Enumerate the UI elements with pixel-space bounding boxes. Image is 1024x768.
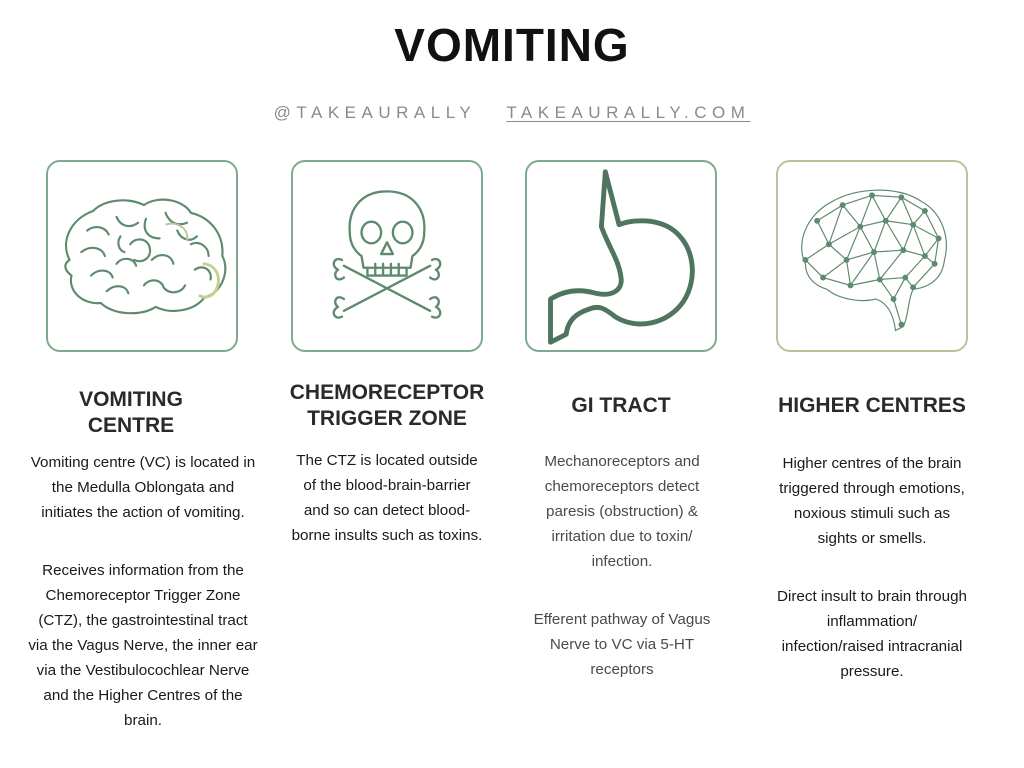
heading-vomiting-centre: VOMITING CENTRE [79,388,183,437]
website-link[interactable]: TAKEAURALLY.COM [506,103,751,122]
page-title: VOMITING [394,19,630,71]
text-vomiting-centre-location: Vomiting centre (VC) is located in the Medulla Oblongata and initiates the action of vomiting. [30,454,256,521]
icon-box-gi-tract [525,160,717,352]
section-higher-centres [776,160,1016,760]
section-gi-tract [525,160,765,760]
section-ctz [291,160,531,760]
icon-box-vomiting-centre [46,160,238,352]
text-gi-tract-efferent: Efferent pathway of Vagus Nerve to VC via 5-HT receptors [533,611,711,678]
text-ctz-description: The CTZ is located outside of the blood-brain-barrier and so can detect blood-borne insults such as toxins. [291,452,483,544]
network-brain-icon [778,162,966,350]
section-vomiting-centre [28,160,286,760]
text-vomiting-centre-inputs: Receives information from the Chemoreceptor Trigger Zone (CTZ), the gastrointestinal tract via the Vagus Nerve, the inner ear via the Vestibulocochlear Nerve and the Higher Centres of the brain. [28,562,258,729]
text-gi-tract-receptors: Mechanoreceptors and chemoreceptors detect paresis (obstruction) & irritation due to toxin/ infection. [544,453,700,570]
stomach-icon [527,162,715,350]
skull-crossbones-icon [293,162,481,350]
icon-box-higher-centres [776,160,968,352]
heading-ctz: CHEMORECEPTOR TRIGGER ZONE [289,381,485,430]
brain-icon [48,162,236,350]
heading-higher-centres: HIGHER CENTRES [778,394,966,417]
text-higher-centres-insult: Direct insult to brain through inflammation/ infection/raised intracranial pressure. [777,588,967,680]
heading-gi-tract: GI TRACT [571,394,671,417]
icon-box-ctz [291,160,483,352]
subtitle [0,103,1024,123]
social-handle: @TAKEAURALLY [273,103,476,122]
text-higher-centres-triggers: Higher centres of the brain triggered through emotions, noxious stimuli such as sights or smells. [779,455,965,547]
